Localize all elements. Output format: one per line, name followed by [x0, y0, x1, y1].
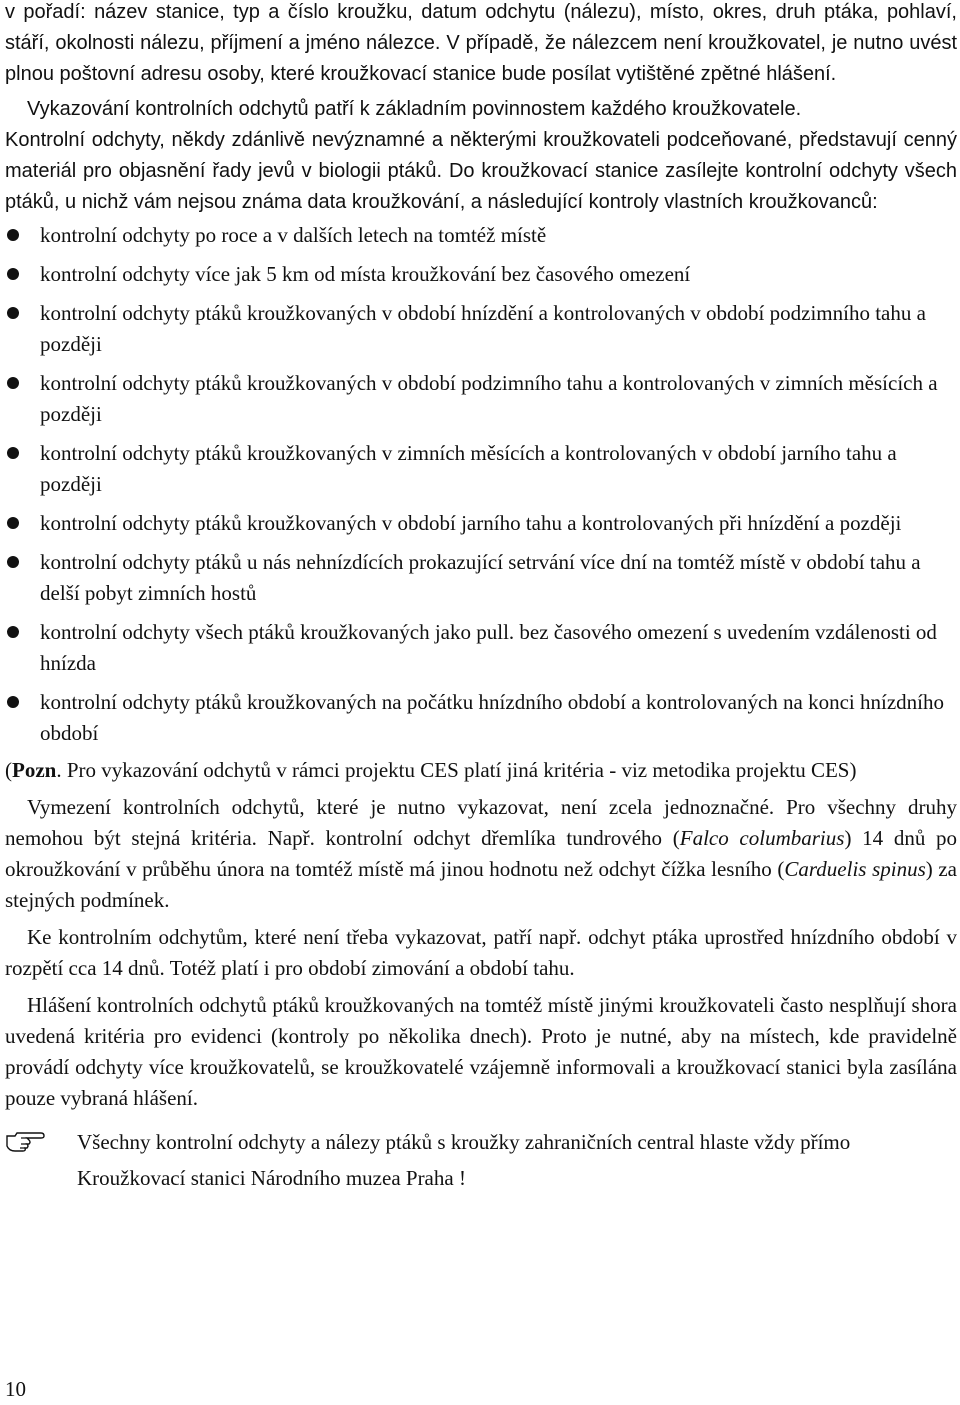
duty-paragraph — [5, 94, 957, 125]
reports-paragraph: Hlášení kontrolních odchytů ptáků kroužkovaných na tomtéž místě jinými kroužkovateli často nesplňují shora uvedená kritéria pro evidenci (kontroly po několika dnech). Proto je nutné, aby na místech, kde pravidelně provádí odchyty více kroužkovatelů, se kroužkovatelé vzájemně informovali a kroužkovací stanici byla zasílána pouze vybraná hlášení. — [5, 993, 957, 1110]
bullet-icon — [7, 696, 19, 708]
list-item: kontrolní odchyty po roce a v dalších letech na tomtéž místě — [5, 220, 957, 251]
document-page — [5, 0, 957, 1196]
bullet-icon — [7, 517, 19, 529]
list-item: kontrolní odchyty více jak 5 km od místa kroužkování bez časového omezení — [5, 259, 957, 290]
not-required-paragraph: Ke kontrolním odchytům, které není třeba vykazovat, patří např. odchyt ptáka uprostřed hnízdního období v rozpětí cca 14 dnů. Totéž platí i pro období zimování a období tahu. — [5, 925, 957, 980]
control-captures-paragraph — [5, 125, 957, 218]
definition-paragraph: Vymezení kontrolních odchytů, které je nutno vykazovat, není zcela jednoznačné. Pro všechny druhy nemohou být stejná kritéria. Např. kontrolní odchyt dřemlíka tundrového (Falco columbarius) 14 dnů po okroužkování v průběhu února na tomtéž místě má jinou hodnotu než odchyt čížka lesního (Carduelis spinus) za stejných podmínek. — [5, 795, 958, 912]
note-text: Všechny kontrolní odchyty a nálezy ptáků s kroužky zahraničních central hlaste vždy přímo Kroužkovací stanici Národního muzea Praha ! — [77, 1130, 851, 1190]
page-number: 10 — [5, 1377, 26, 1401]
duty-sentence: Vykazování kontrolních odchytů patří k základním povinnostem každého kroužkovatele. — [27, 98, 802, 120]
intro-paragraph: v pořadí: název stanice, typ a číslo kroužku, datum odchytu (nálezu), místo, okres, druh ptáka, pohlaví, stáří, okolnosti nálezu, příjmení a jméno nálezce. V případě, že nálezcem není kroužkovatel, je nutno uvést plnou poštovní adresu osoby, které kroužkovací stanice bude posílat vytištěné zpětné hlášení. — [5, 1, 957, 85]
bullet-icon — [7, 626, 19, 638]
list-item: kontrolní odchyty všech ptáků kroužkovaných jako pull. bez časového omezení s uvedením vzdálenosti od hnízda — [5, 617, 957, 679]
latin-name: Carduelis spinus — [784, 857, 926, 881]
list-item: kontrolní odchyty ptáků kroužkovaných v období jarního tahu a kontrolovaných při hnízdění a později — [5, 508, 957, 539]
important-note — [5, 1124, 957, 1196]
list-item: kontrolní odchyty ptáků kroužkovaných v období podzimního tahu a kontrolovaných v zimních měsících a později — [5, 368, 957, 430]
list-item: kontrolní odchyty ptáků u nás nehnízdících prokazující setrvání více dní na tomtéž místě v období tahu a delší pobyt zimních hostů — [5, 547, 957, 609]
bullet-icon — [7, 307, 19, 319]
criteria-list — [5, 220, 957, 749]
bullet-icon — [7, 377, 19, 389]
bullet-icon — [7, 447, 19, 459]
latin-name: Falco columbarius — [679, 826, 845, 850]
pointing-hand-icon — [5, 1126, 45, 1154]
note-label: Pozn — [12, 758, 57, 782]
list-item: kontrolní odchyty ptáků kroužkovaných v období hnízdění a kontrolovaných v období podzimního tahu a později — [5, 298, 957, 360]
control-captures-sentence: Kontrolní odchyty, někdy zdánlivě nevýznamné a některými kroužkovateli podceňované, představují cenný materiál pro objasnění řady jevů v biologii ptáků. — [5, 129, 957, 182]
note-ces: (Pozn. Pro vykazování odchytů v rámci projektu CES platí jiná kritéria - viz metodika projektu CES) — [5, 758, 857, 782]
bullet-icon — [7, 229, 19, 241]
list-item: kontrolní odchyty ptáků kroužkovaných na počátku hnízdního období a kontrolovaných na konci hnízdního období — [5, 687, 957, 749]
send-instructions-sentence: Do kroužkovací stanice zasílejte kontrolní odchyty všech ptáků, u nichž vám nejsou známa data kroužkování, a následující kontroly vlastních kroužkovanců: — [5, 160, 957, 213]
bullet-icon — [7, 556, 19, 568]
list-item: kontrolní odchyty ptáků kroužkovaných v zimních měsících a kontrolovaných v období jarního tahu a později — [5, 438, 957, 500]
bullet-icon — [7, 268, 19, 280]
